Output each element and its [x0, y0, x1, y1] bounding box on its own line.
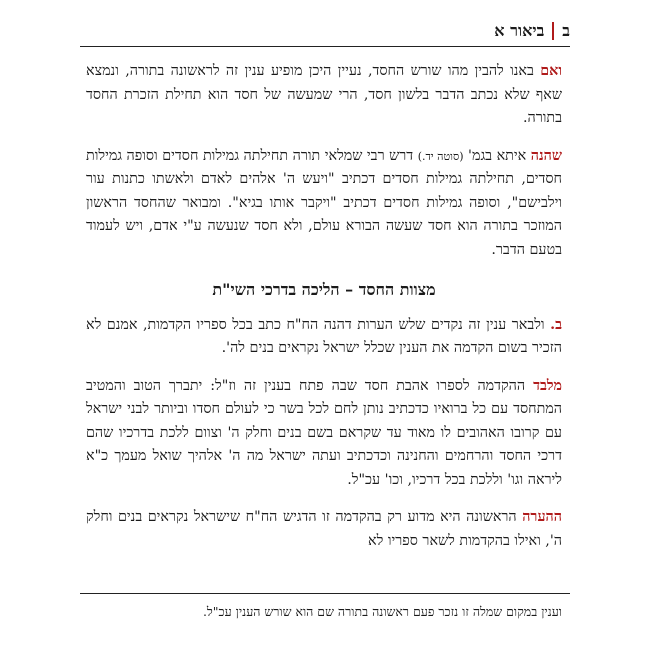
paragraph-3 — [86, 314, 562, 361]
header-rule — [80, 46, 570, 47]
paragraph-text: איתא בגמ' — [463, 147, 531, 164]
paragraph-text: באנו להבין מהו שורש החסד, נעיין היכן מופיע ענין זה לראשונה בתורה, ונמצא שאף שלא נכתב הדבר בלשון חסד, הרי שמעשה של חסד הוא תחילת הזכרת החסד בתורה. — [86, 63, 562, 126]
footnote-rule — [80, 593, 570, 594]
source-citation: (סוטה יד.) — [417, 149, 464, 163]
running-header — [80, 18, 570, 44]
paragraph-1 — [86, 60, 562, 131]
lead-word: שהנה — [530, 147, 562, 164]
section-title: ביאור א — [494, 21, 545, 40]
paragraph-text: ולבאר ענין זה נקדים שלש הערות דהנה הח"ח כתב בכל ספריו הקדמות, אמנם לא הזכיר בשום הקדמה את הענין שכלל ישראל נקראים בנים לה'. — [86, 316, 562, 356]
header-divider — [552, 22, 554, 40]
footnote: וענין במקום שמלה זו נזכר פעם ראשונה בתורה שם הוא שורש הענין עכ"ל. — [202, 604, 562, 619]
page-letter: ב — [562, 21, 570, 40]
paragraph-text: ההקדמה לספרו אהבת חסד שבה פתח בענין זה וז"ל: יתברך הטוב והמטיב המתחסד עם כל ברואיו כדכתיב נותן לחם לכל בשר כי לעולם חסדו וביותר לבני ישראל עם קרובו האהובים לו מאוד עד שקראם בשם בנים וחלק ה' וצוום ללכת בדרכיו שהם דרכי החסד והרחמים והחנינה וכדכתיב ועתה ישראל מה ה' אלהיך שואל מעמך כ"א ליראה וגו' וללכת בכל דרכיו, וכו' עכ"ל. — [86, 377, 562, 488]
paragraph-5 — [86, 506, 562, 553]
paragraph-4 — [86, 375, 562, 493]
lead-word: מלבד — [533, 377, 562, 394]
paragraph-text: הראשונה היא מדוע רק בהקדמה זו הדגיש הח"ח שישראל נקראים בנים וחלק ה', ואילו בהקדמות לשאר ספריו לא — [86, 509, 562, 549]
section-number: ב. — [550, 316, 562, 333]
lead-word: ואם — [540, 63, 562, 79]
paragraph-text: דרש רבי שמלאי תורה תחילתה גמילות חסדים וסופה גמילות חסדים, תחילתה גמילות חסדים דכתיב "ויעש ה' אלהים לאדם ולאשתו כתנות עור וילבישם", וסופה גמילות חסדים דכתיב "ויקבר אותו בגיא". ומבואר שהחסד הראשון המוזכר בתורה הוא חסד שעשה הבורא עולם, ולא חסד שנעשה ע"י אדם, ויש לעמוד בטעם הדבר. — [86, 147, 562, 258]
lead-word: ההערה — [522, 509, 562, 525]
section-heading: מצוות החסד – הליכה בדרכי השי"ת — [212, 280, 436, 299]
main-text — [86, 60, 562, 567]
paragraph-2 — [86, 145, 562, 263]
